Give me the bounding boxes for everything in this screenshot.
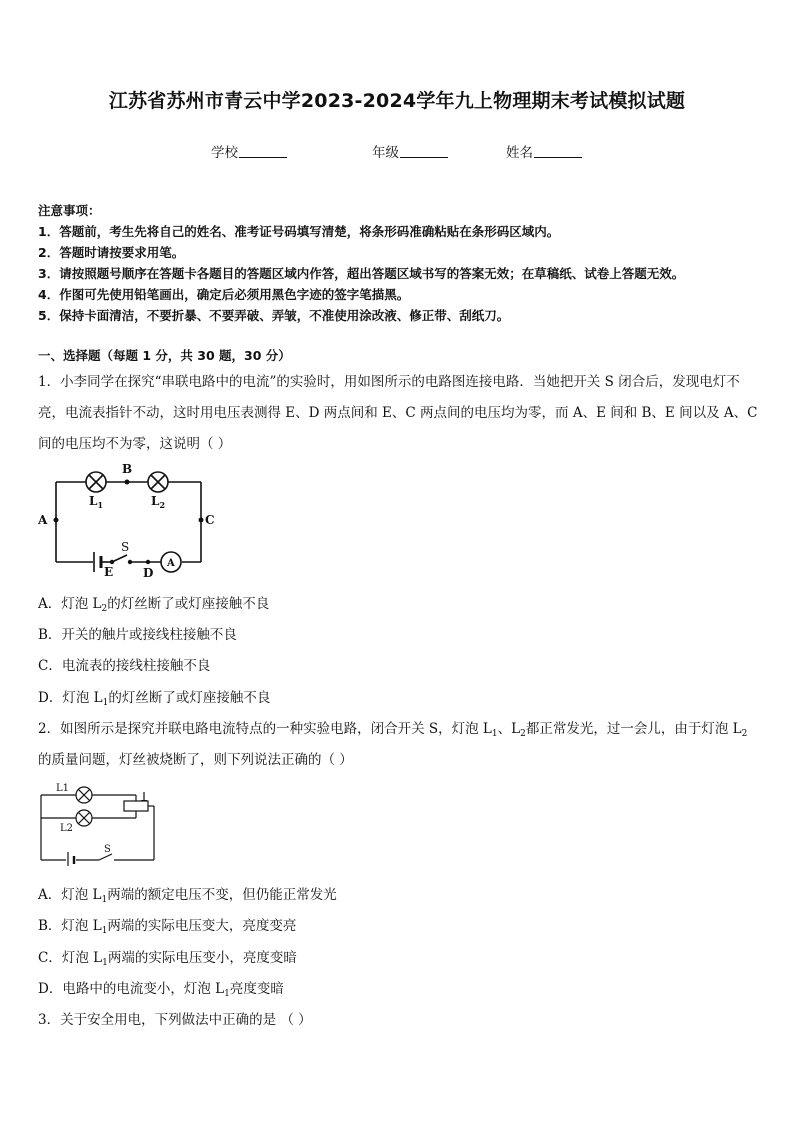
q1-line: 亮，电流表指针不动，这时用电压表测得 E、D 两点间和 E、C 两点间的电压均为零，而 A、E 间和 B、E 间以及 A、C (38, 405, 758, 421)
note-item: 2．答题时请按要求用笔。 (38, 245, 185, 260)
school-label: 学校 (211, 145, 238, 161)
lamp-l2-icon (148, 472, 168, 492)
q2-option-b[interactable]: B．灯泡 $L_1$两端的实际电压变大，亮度变亮 (38, 918, 297, 936)
q2-stem-line1: 2．如图所示是探究并联电路电流特点的一种实验电路，闭合开关 S，灯泡 $L_1$、$L_2$都正常发光，过一会儿，由于灯泡 $L_2$ (38, 721, 748, 739)
note-item: 3．请按照题号顺序在答题卡各题目的答题区域内作答，超出答题区域书写的答案无效；在草稿纸、试卷上答题无效。 (38, 266, 685, 281)
note-item: 1．答题前，考生先将自己的姓名、准考证号码填写清楚，将条形码准确粘贴在条形码区域内。 (38, 224, 560, 239)
notes-heading: 注意事项： (38, 203, 101, 218)
q1-line: 1．小李同学在探究“串联电路中的电流”的实验时，用如图所示的电路图连接电路．当她把开关 S 闭合后，发现电灯不 (38, 374, 740, 390)
student-info-row (0, 141, 794, 161)
ammeter-label: A (167, 558, 175, 569)
q1-option-c[interactable]: C．电流表的接线柱接触不良 (38, 658, 211, 674)
point-a-label: A (38, 513, 48, 527)
q1-option-a[interactable]: A．灯泡 $L_2$的灯丝断了或灯座接触不良 (38, 596, 270, 614)
grade-field[interactable] (372, 141, 448, 161)
note-item: 4．作图可先使用铅笔画出，确定后必须用黑色字迹的签字笔描黑。 (38, 287, 410, 302)
lamp-l2-label: $L_2$ (151, 494, 166, 510)
rheostat-icon (124, 801, 148, 811)
battery-icon (94, 552, 101, 572)
note-item: 5．保持卡面清洁，不要折暴、不要弄破、弄皱，不准使用涂改液、修正带、刮纸刀。 (38, 308, 510, 323)
switch-s-label: S (121, 540, 130, 554)
q1-circuit-diagram (34, 462, 224, 582)
q2-option-c[interactable]: C．灯泡 $L_1$两端的实际电压变小，亮度变暗 (38, 950, 297, 968)
q2-option-d[interactable]: D．电路中的电流变小，灯泡 $L_1$亮度变暗 (38, 981, 284, 999)
name-blank[interactable] (534, 143, 582, 158)
switch-s-label: S (104, 844, 111, 855)
school-field[interactable] (211, 141, 287, 161)
point-e-label: E (104, 565, 114, 579)
q1-option-b[interactable]: B．开关的触片或接线柱接触不良 (38, 627, 237, 643)
battery-icon (68, 852, 74, 866)
q1-line: 间的电压均不为零，这说明（ ） (38, 436, 232, 452)
name-label: 姓名 (506, 145, 533, 161)
lamp-l1-icon (76, 787, 92, 803)
q1-stem (38, 367, 757, 460)
q2-option-a[interactable]: A．灯泡 $L_1$两端的额定电压不变，但仍能正常发光 (38, 887, 337, 905)
lamp-l1-label: $L_1$ (89, 494, 104, 510)
notes-block (38, 200, 768, 326)
name-field[interactable] (506, 141, 582, 161)
grade-label: 年级 (372, 145, 399, 161)
q3-stem: 3．关于安全用电，下列做法中正确的是 （ ） (38, 1012, 312, 1028)
school-blank[interactable] (239, 143, 287, 158)
lamp-l2-icon (76, 810, 92, 826)
grade-blank[interactable] (400, 143, 448, 158)
section-heading: 一、选择题（每题 1 分，共 30 题，30 分） (38, 348, 291, 363)
q1-option-d[interactable]: D．灯泡 $L_1$的灯丝断了或灯座接触不良 (38, 690, 271, 708)
point-d-label: D (143, 566, 154, 580)
page-title: 江苏省苏州市青云中学2023-2024学年九上物理期末考试模拟试题 (108, 90, 686, 112)
lamp-l1-icon (86, 472, 106, 492)
lamp-l1-label: L1 (56, 783, 70, 794)
lamp-l2-label: L2 (60, 823, 74, 834)
q2-stem-line2: 的质量问题，灯丝被烧断了，则下列说法正确的（ ） (38, 752, 353, 768)
q2-circuit-diagram (36, 778, 160, 866)
point-b-label: B (122, 462, 133, 476)
point-c-label: C (205, 513, 215, 527)
